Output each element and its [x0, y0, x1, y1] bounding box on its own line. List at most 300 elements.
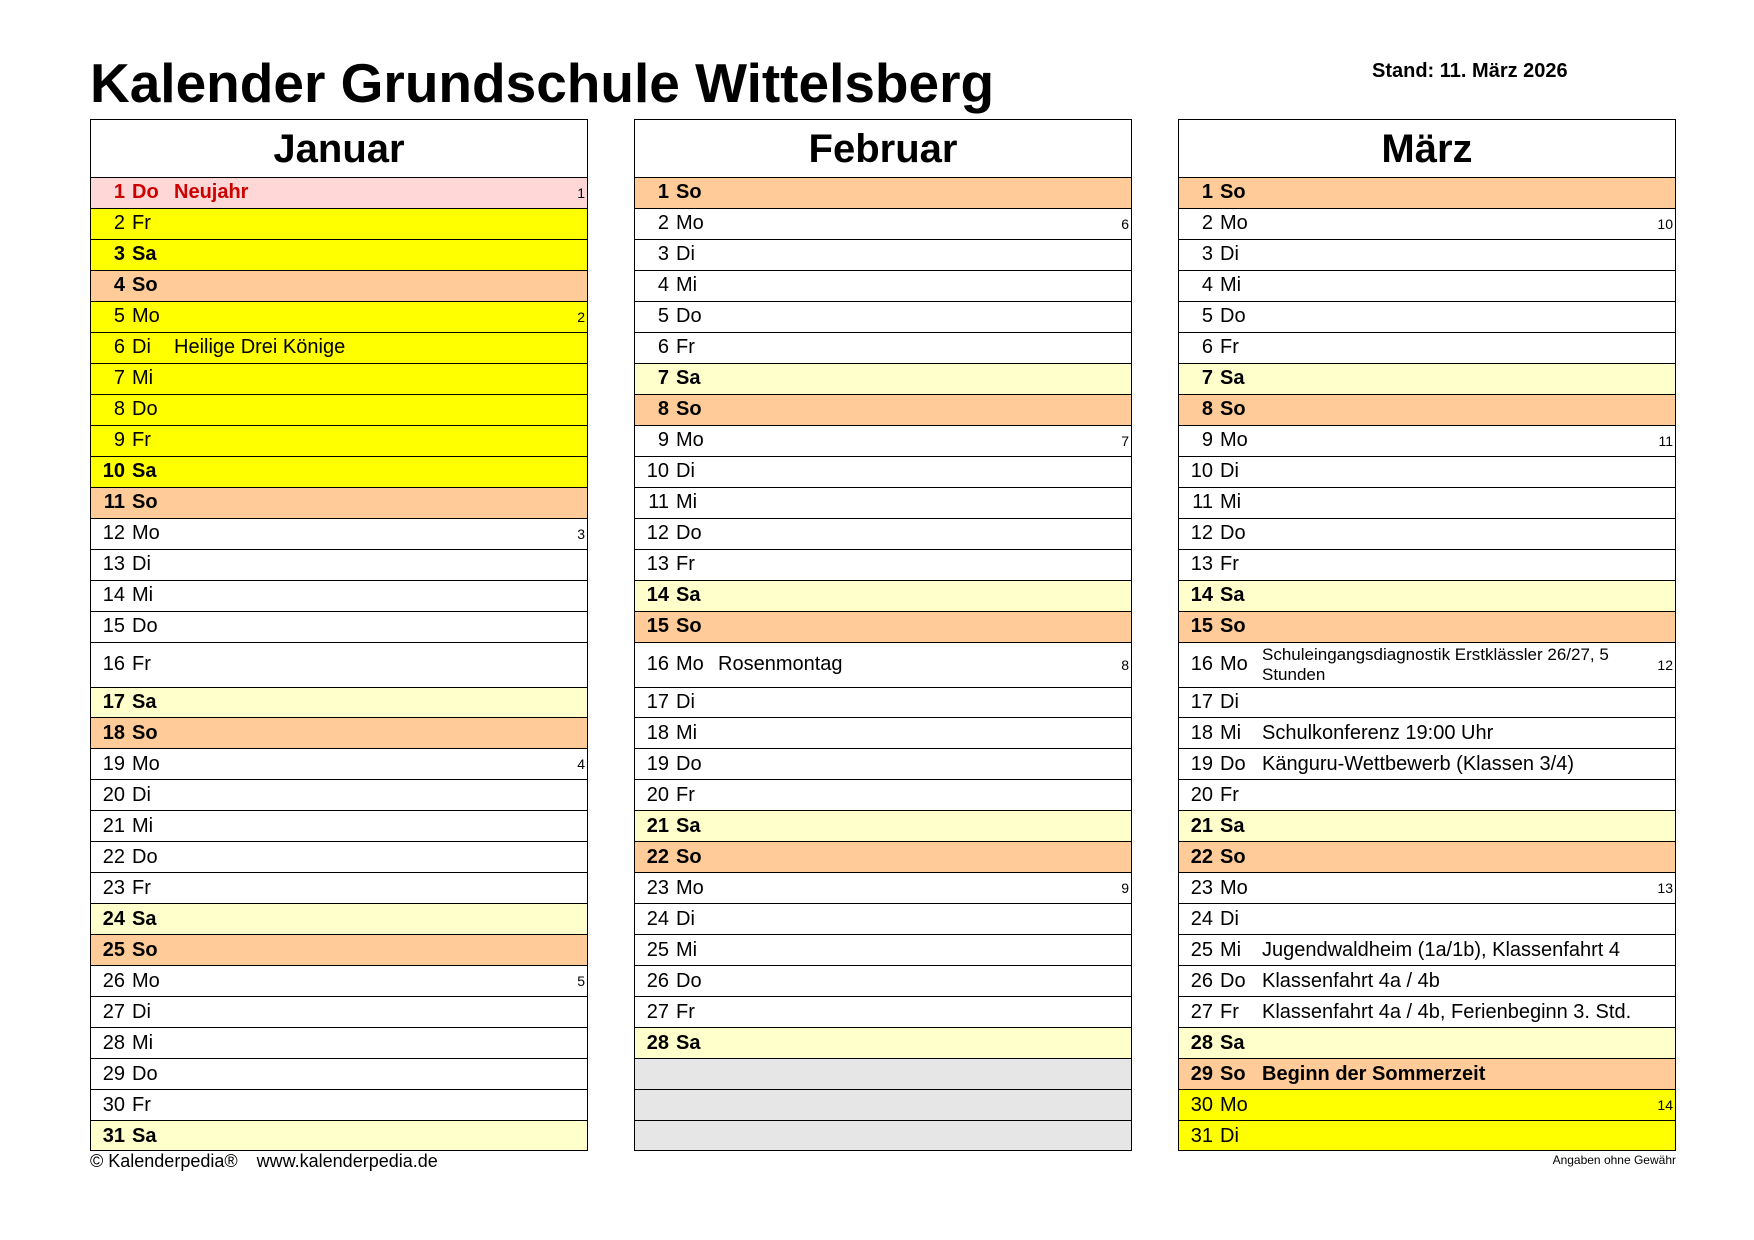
day-row — [1179, 904, 1675, 935]
day-row — [1179, 581, 1675, 612]
day-number: 19 — [1190, 752, 1213, 775]
day-number: 8 — [1201, 398, 1213, 421]
day-number: 29 — [102, 1062, 125, 1085]
week-number: 5 — [577, 973, 585, 990]
day-row — [1179, 612, 1675, 643]
weekday: Fr — [132, 429, 151, 452]
weekday: Do — [676, 522, 702, 545]
day-row — [91, 364, 587, 395]
day-row — [635, 612, 1131, 643]
weekday: Mi — [132, 814, 154, 837]
day-number: 6 — [113, 336, 125, 359]
day-number: 20 — [646, 783, 669, 806]
weekday: Mo — [132, 305, 160, 328]
weekday: So — [132, 938, 158, 961]
day-row — [1179, 873, 1675, 904]
day-row — [1179, 643, 1675, 688]
weekday: Do — [132, 845, 158, 868]
weekday: So — [132, 491, 158, 514]
day-number: 25 — [1190, 938, 1213, 961]
event-text: Klassenfahrt 4a / 4b — [1262, 969, 1440, 992]
week-number: 1 — [577, 184, 585, 201]
weekday: Di — [132, 336, 151, 359]
month-march — [1178, 119, 1676, 1151]
day-row — [91, 997, 587, 1028]
weekday: Fr — [1220, 1000, 1239, 1023]
day-row — [91, 581, 587, 612]
day-row — [91, 395, 587, 426]
day-row — [1179, 426, 1675, 457]
day-row — [1179, 550, 1675, 581]
day-number: 11 — [103, 491, 125, 514]
footer-credits — [90, 1151, 452, 1172]
day-number: 10 — [1190, 460, 1213, 483]
day-row — [635, 718, 1131, 749]
day-number: 28 — [1190, 1031, 1213, 1054]
day-number: 6 — [657, 336, 669, 359]
week-number: 13 — [1657, 880, 1673, 897]
weekday: Sa — [676, 814, 701, 837]
weekday: Di — [676, 690, 695, 713]
weekday: So — [676, 845, 702, 868]
day-row — [1179, 1059, 1675, 1090]
event-text: Rosenmontag — [718, 653, 843, 676]
weekday: Mo — [1220, 876, 1248, 899]
day-row — [635, 1028, 1131, 1059]
event-text: Heilige Drei Könige — [174, 336, 346, 359]
weekday: Di — [676, 907, 695, 930]
day-number: 26 — [646, 969, 669, 992]
day-number: 31 — [1190, 1125, 1213, 1148]
day-row — [1179, 780, 1675, 811]
day-number: 5 — [113, 305, 125, 328]
day-row — [1179, 966, 1675, 997]
weekday: Mo — [132, 969, 160, 992]
day-number: 27 — [646, 1000, 669, 1023]
day-row — [91, 488, 587, 519]
weekday: Sa — [1220, 814, 1245, 837]
week-number: 6 — [1121, 215, 1129, 232]
day-number: 27 — [1190, 1000, 1213, 1023]
day-row — [635, 780, 1131, 811]
day-number: 16 — [1190, 653, 1213, 676]
day-number: 18 — [646, 721, 669, 744]
weekday: Sa — [132, 907, 157, 930]
weekday: Di — [132, 1000, 151, 1023]
day-number: 29 — [1190, 1062, 1213, 1085]
day-number: 25 — [102, 938, 125, 961]
day-number: 17 — [1190, 690, 1213, 713]
day-row — [91, 749, 587, 780]
day-number: 21 — [1190, 814, 1213, 837]
week-number: 4 — [577, 756, 585, 773]
weekday: Do — [132, 181, 159, 204]
weekday: Fr — [132, 653, 151, 676]
weekday: Fr — [676, 553, 695, 576]
day-number: 9 — [1201, 429, 1213, 452]
day-number: 11 — [648, 491, 669, 514]
weekday: So — [132, 274, 158, 297]
day-row — [635, 333, 1131, 364]
day-number: 14 — [102, 584, 125, 607]
day-row — [91, 935, 587, 966]
weekday: So — [676, 615, 702, 638]
day-number: 24 — [646, 907, 669, 930]
day-row — [635, 688, 1131, 719]
day-row — [91, 966, 587, 997]
weekday: Mo — [676, 653, 704, 676]
day-row — [91, 904, 587, 935]
day-row — [91, 550, 587, 581]
day-row — [91, 426, 587, 457]
weekday: Mo — [132, 522, 160, 545]
day-number: 21 — [102, 814, 125, 837]
weekday: Mi — [676, 721, 698, 744]
event-text: Schuleingangsdiagnostik Erstklässler 26/27, 5 Stunden — [1262, 644, 1609, 684]
day-row — [635, 811, 1131, 842]
day-row — [1179, 178, 1675, 209]
day-number: 3 — [657, 243, 669, 266]
day-row — [635, 643, 1131, 688]
weekday: Sa — [676, 584, 701, 607]
week-number: 7 — [1121, 432, 1129, 449]
event-text: Beginn der Sommerzeit — [1262, 1062, 1486, 1085]
disclaimer-text: Angaben ohne Gewähr — [1552, 1153, 1676, 1167]
day-row — [635, 997, 1131, 1028]
weekday: Mo — [676, 429, 704, 452]
day-number: 22 — [1190, 845, 1213, 868]
week-number: 12 — [1657, 656, 1673, 673]
day-row — [91, 240, 587, 271]
day-number: 13 — [102, 553, 125, 576]
day-row — [91, 302, 587, 333]
weekday: Sa — [1220, 367, 1245, 390]
weekday: Mi — [132, 367, 154, 390]
weekday: Fr — [1220, 553, 1239, 576]
week-number: 10 — [1657, 215, 1673, 232]
weekday: Di — [132, 553, 151, 576]
weekday: Do — [1220, 752, 1246, 775]
weekday: Mi — [1220, 938, 1242, 961]
weekday: Mo — [1220, 212, 1248, 235]
day-row — [91, 333, 587, 364]
day-number: 13 — [1190, 553, 1213, 576]
day-row — [91, 178, 587, 209]
weekday: Do — [1220, 522, 1246, 545]
weekday: Di — [676, 243, 695, 266]
weekday: So — [1220, 615, 1246, 638]
day-row — [1179, 395, 1675, 426]
weekday: Fr — [676, 1000, 695, 1023]
weekday: Mi — [1220, 721, 1242, 744]
day-row — [1179, 1028, 1675, 1059]
weekday: Mo — [1220, 653, 1248, 676]
day-row — [635, 935, 1131, 966]
day-number: 14 — [1190, 584, 1213, 607]
weekday: Mo — [1220, 429, 1248, 452]
weekday: So — [676, 398, 702, 421]
day-number: 3 — [113, 243, 125, 266]
day-row — [1179, 364, 1675, 395]
weekday: Do — [132, 1062, 158, 1085]
day-row — [1179, 333, 1675, 364]
day-row — [1179, 519, 1675, 550]
day-number: 24 — [102, 907, 125, 930]
day-number: 15 — [646, 615, 669, 638]
event-text: Känguru-Wettbewerb (Klassen 3/4) — [1262, 752, 1575, 775]
day-number: 8 — [657, 398, 669, 421]
weekday: Sa — [132, 1125, 157, 1148]
weekday: Do — [1220, 305, 1246, 328]
day-row — [91, 1059, 587, 1090]
weekday: Fr — [1220, 783, 1239, 806]
day-number: 15 — [102, 615, 125, 638]
week-number: 8 — [1121, 656, 1129, 673]
day-number: 28 — [102, 1031, 125, 1054]
weekday: Do — [132, 615, 158, 638]
page-title: Kalender Grundschule Wittelsberg — [90, 52, 995, 114]
empty-day-row — [635, 1090, 1131, 1121]
week-number: 14 — [1657, 1097, 1673, 1114]
weekday: Sa — [132, 243, 157, 266]
day-row — [635, 209, 1131, 240]
day-number: 20 — [102, 783, 125, 806]
empty-day-row — [635, 1121, 1131, 1151]
day-number: 4 — [657, 274, 669, 297]
day-number: 2 — [113, 212, 125, 235]
day-number: 20 — [1190, 783, 1213, 806]
weekday: Mi — [1220, 491, 1242, 514]
weekday: Mi — [676, 938, 698, 961]
day-row — [635, 488, 1131, 519]
weekday: Di — [676, 460, 695, 483]
day-number: 11 — [1192, 491, 1213, 514]
day-row — [635, 519, 1131, 550]
day-row — [91, 209, 587, 240]
day-number: 18 — [1190, 721, 1213, 744]
day-number: 6 — [1201, 336, 1213, 359]
day-number: 16 — [102, 653, 125, 676]
day-number: 28 — [646, 1031, 669, 1054]
day-number: 22 — [646, 845, 669, 868]
weekday: Mi — [1220, 274, 1242, 297]
day-row — [1179, 718, 1675, 749]
day-number: 30 — [102, 1093, 125, 1116]
day-row — [1179, 935, 1675, 966]
day-row — [91, 457, 587, 488]
day-row — [1179, 488, 1675, 519]
day-row — [91, 688, 587, 719]
day-number: 18 — [102, 721, 125, 744]
day-number: 15 — [1190, 615, 1213, 638]
day-number: 1 — [657, 181, 669, 204]
day-number: 4 — [1201, 274, 1213, 297]
day-number: 5 — [1201, 305, 1213, 328]
weekday: Di — [1220, 243, 1239, 266]
day-number: 9 — [113, 429, 125, 452]
day-row — [91, 1121, 587, 1151]
day-number: 24 — [1190, 907, 1213, 930]
weekday: So — [1220, 845, 1246, 868]
day-number: 9 — [657, 429, 669, 452]
day-row — [635, 271, 1131, 302]
weekday: Fr — [132, 212, 151, 235]
day-row — [635, 240, 1131, 271]
day-row — [91, 873, 587, 904]
day-number: 2 — [657, 212, 669, 235]
weekday: Di — [132, 783, 151, 806]
weekday: So — [676, 181, 702, 204]
day-row — [91, 612, 587, 643]
day-number: 25 — [646, 938, 669, 961]
day-row — [91, 811, 587, 842]
weekday: Do — [132, 398, 158, 421]
day-row — [1179, 209, 1675, 240]
weekday: Mo — [1220, 1093, 1248, 1116]
day-row — [635, 749, 1131, 780]
weekday: Fr — [132, 876, 151, 899]
week-number: 9 — [1121, 880, 1129, 897]
weekday: Mi — [132, 584, 154, 607]
week-number: 3 — [577, 525, 585, 542]
day-number: 7 — [1201, 367, 1213, 390]
weekday: Sa — [1220, 584, 1245, 607]
day-row — [91, 643, 587, 688]
weekday: Di — [1220, 460, 1239, 483]
day-row — [1179, 457, 1675, 488]
day-number: 26 — [102, 969, 125, 992]
weekday: So — [132, 721, 158, 744]
weekday: Sa — [676, 367, 701, 390]
day-row — [1179, 997, 1675, 1028]
day-number: 23 — [646, 876, 669, 899]
day-number: 22 — [102, 845, 125, 868]
day-number: 8 — [113, 398, 125, 421]
day-number: 2 — [1201, 212, 1213, 235]
day-number: 5 — [657, 305, 669, 328]
month-february — [634, 119, 1132, 1151]
status-date: Stand: 11. März 2026 — [1372, 60, 1568, 82]
weekday: Di — [1220, 907, 1239, 930]
day-number: 16 — [646, 653, 669, 676]
weekday: Fr — [676, 783, 695, 806]
day-number: 12 — [102, 522, 125, 545]
copyright-text: © Kalenderpedia® — [90, 1151, 238, 1171]
weekday: So — [1220, 1062, 1246, 1085]
day-number: 14 — [646, 584, 669, 607]
weekday: Fr — [1220, 336, 1239, 359]
day-number: 27 — [102, 1000, 125, 1023]
weekday: Do — [676, 305, 702, 328]
weekday: Do — [1220, 969, 1246, 992]
day-number: 19 — [102, 752, 125, 775]
month-title: März — [1179, 120, 1675, 178]
day-number: 21 — [646, 814, 669, 837]
weekday: So — [1220, 181, 1246, 204]
day-number: 1 — [113, 181, 125, 204]
day-row — [635, 364, 1131, 395]
day-row — [635, 457, 1131, 488]
day-row — [1179, 749, 1675, 780]
day-row — [1179, 688, 1675, 719]
day-row — [635, 550, 1131, 581]
weekday: Mo — [676, 876, 704, 899]
week-number: 11 — [1658, 432, 1673, 449]
day-number: 30 — [1190, 1093, 1213, 1116]
weekday: Mi — [132, 1031, 154, 1054]
week-number: 2 — [577, 308, 585, 325]
day-row — [91, 271, 587, 302]
day-row — [635, 302, 1131, 333]
weekday: So — [1220, 398, 1246, 421]
day-row — [1179, 302, 1675, 333]
month-january — [90, 119, 588, 1151]
day-number: 12 — [646, 522, 669, 545]
day-row — [635, 178, 1131, 209]
day-row — [1179, 811, 1675, 842]
day-row — [91, 519, 587, 550]
empty-day-row — [635, 1059, 1131, 1090]
weekday: Mo — [132, 752, 160, 775]
month-title: Februar — [635, 120, 1131, 178]
day-row — [1179, 842, 1675, 873]
day-number: 23 — [1190, 876, 1213, 899]
weekday: Do — [676, 969, 702, 992]
day-number: 17 — [646, 690, 669, 713]
weekday: Mo — [676, 212, 704, 235]
website-link[interactable]: www.kalenderpedia.de — [256, 1151, 438, 1171]
day-number: 10 — [646, 460, 669, 483]
day-row — [635, 581, 1131, 612]
weekday: Sa — [132, 690, 157, 713]
day-number: 1 — [1201, 181, 1213, 204]
day-row — [91, 842, 587, 873]
weekday: Mi — [676, 491, 698, 514]
day-row — [635, 395, 1131, 426]
day-row — [1179, 271, 1675, 302]
day-row — [635, 426, 1131, 457]
day-row — [91, 780, 587, 811]
event-text: Klassenfahrt 4a / 4b, Ferienbeginn 3. Std. — [1262, 1000, 1632, 1023]
day-number: 19 — [646, 752, 669, 775]
day-number: 7 — [113, 367, 125, 390]
weekday: Di — [1220, 690, 1239, 713]
day-row — [91, 1028, 587, 1059]
day-row — [91, 718, 587, 749]
day-row — [635, 842, 1131, 873]
day-number: 31 — [102, 1125, 125, 1148]
event-text: Neujahr — [174, 181, 249, 204]
day-row — [635, 966, 1131, 997]
weekday: Sa — [1220, 1031, 1245, 1054]
weekday: Fr — [132, 1093, 151, 1116]
weekday: Sa — [676, 1031, 701, 1054]
weekday: Di — [1220, 1125, 1239, 1148]
weekday: Mi — [676, 274, 698, 297]
day-number: 13 — [646, 553, 669, 576]
month-title: Januar — [91, 120, 587, 178]
day-number: 4 — [113, 274, 125, 297]
weekday: Do — [676, 752, 702, 775]
day-row — [1179, 240, 1675, 271]
day-number: 10 — [102, 460, 125, 483]
day-number: 7 — [657, 367, 669, 390]
day-row — [635, 873, 1131, 904]
event-text: Schulkonferenz 19:00 Uhr — [1262, 721, 1494, 744]
weekday: Sa — [132, 460, 157, 483]
day-row — [1179, 1121, 1675, 1151]
day-number: 17 — [102, 690, 125, 713]
